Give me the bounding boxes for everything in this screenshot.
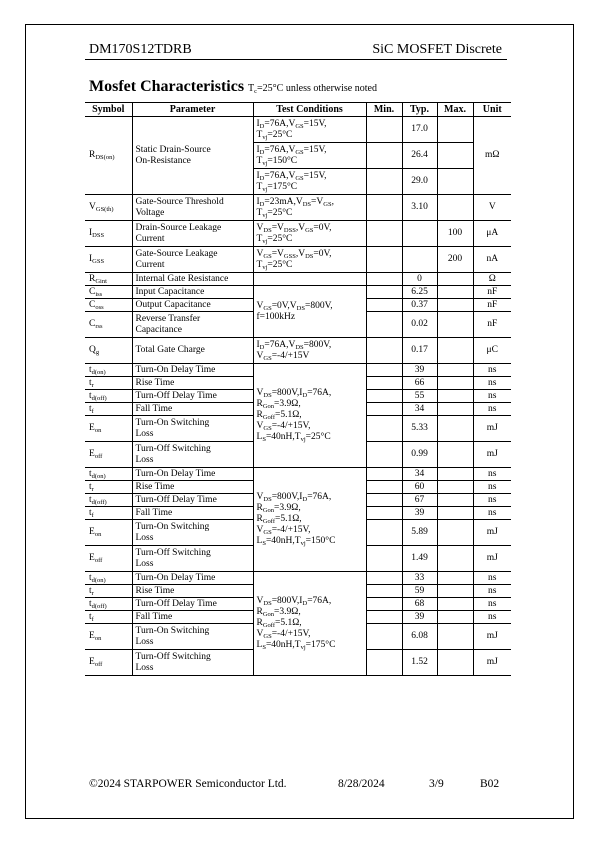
typ-cell: 59: [402, 585, 437, 598]
typ-cell: 1.52: [402, 650, 437, 676]
parameter-cell: Turn-Off Switching Loss: [132, 546, 253, 572]
col-parameter: Parameter: [132, 103, 253, 117]
condition-cell: $V_{GS}=V_{GSS},V_{DS}=0V$, $T_{vj}=25^\circ C$: [253, 247, 366, 273]
min-cell: [366, 299, 402, 312]
condition-cell: $V_{DS}=800V,I_D=76A$, $R_{Gon}=3.9\Omega$, $R_{Goff}=5.1\Omega$, $V_{GS}=-4/+15V$, $L_S=40nH,T_{vj}=25^\circ C$: [253, 364, 366, 468]
parameter-cell: Turn-On Delay Time: [132, 572, 253, 585]
unit-cell: nA: [473, 247, 511, 273]
max-cell: [437, 169, 473, 195]
min-cell: [366, 624, 402, 650]
unit-cell: ns: [473, 494, 511, 507]
min-cell: [366, 338, 402, 364]
unit-cell: mJ: [473, 546, 511, 572]
section-title-text: Mosfet Characteristics: [89, 78, 245, 95]
max-cell: [437, 481, 473, 494]
col-symbol: Symbol: [85, 103, 132, 117]
min-cell: [366, 494, 402, 507]
min-cell: [366, 195, 402, 221]
unit-cell: ns: [473, 468, 511, 481]
doc-id: DM170S12TDRB: [89, 42, 192, 57]
typ-cell: 67: [402, 494, 437, 507]
max-cell: 100: [437, 221, 473, 247]
min-cell: [366, 286, 402, 299]
typ-cell: [402, 221, 437, 247]
min-cell: [366, 312, 402, 338]
min-cell: [366, 403, 402, 416]
table-row: [85, 468, 511, 481]
unit-cell: ns: [473, 481, 511, 494]
unit-cell: ns: [473, 377, 511, 390]
characteristics-table: [85, 102, 511, 676]
symbol-cell: $V_{GS(th)}$: [85, 195, 132, 221]
typ-cell: [402, 247, 437, 273]
max-cell: [437, 312, 473, 338]
typ-cell: 68: [402, 598, 437, 611]
symbol-cell: $t_{d(on)}$: [85, 364, 132, 377]
section-title: [89, 78, 377, 96]
symbol-cell: $t_{d(on)}$: [85, 468, 132, 481]
parameter-cell: Rise Time: [132, 377, 253, 390]
min-cell: [366, 247, 402, 273]
symbol-cell: $E_{on}$: [85, 520, 132, 546]
max-cell: [437, 546, 473, 572]
typ-cell: 33: [402, 572, 437, 585]
symbol-cell: $E_{off}$: [85, 442, 132, 468]
typ-cell: 0.37: [402, 299, 437, 312]
parameter-cell: Rise Time: [132, 585, 253, 598]
unit-cell: nF: [473, 312, 511, 338]
col-max: Max.: [437, 103, 473, 117]
typ-cell: 39: [402, 507, 437, 520]
typ-cell: 0.99: [402, 442, 437, 468]
condition-cell: [253, 273, 366, 286]
parameter-cell: Turn-Off Switching Loss: [132, 442, 253, 468]
symbol-cell: $t_f$: [85, 611, 132, 624]
table-row: [85, 338, 511, 364]
typ-cell: 39: [402, 364, 437, 377]
col-typ: Typ.: [402, 103, 437, 117]
max-cell: [437, 390, 473, 403]
table-row: [85, 117, 511, 143]
min-cell: [366, 169, 402, 195]
condition-cell: $I_D=76A,V_{GS}=15V$, $T_{vj}=150^\circ C$: [253, 143, 366, 169]
max-cell: [437, 611, 473, 624]
condition-cell: $I_D=76A,V_{DS}=800V$, $V_{GS}=-4/+15V$: [253, 338, 366, 364]
unit-cell: ns: [473, 598, 511, 611]
parameter-cell: Internal Gate Resistance: [132, 273, 253, 286]
typ-cell: 55: [402, 390, 437, 403]
condition-cell: $V_{GS}=0V,V_{DS}=800V$, f=100kHz: [253, 286, 366, 338]
max-cell: [437, 338, 473, 364]
min-cell: [366, 611, 402, 624]
unit-cell: ns: [473, 507, 511, 520]
typ-cell: 3.10: [402, 195, 437, 221]
table-row: [85, 273, 511, 286]
unit-cell: mJ: [473, 650, 511, 676]
condition-cell: $I_D=23mA,V_{DS}=V_{GS}$, $T_{vj}=25^\circ C$: [253, 195, 366, 221]
max-cell: [437, 286, 473, 299]
parameter-cell: Output Capacitance: [132, 299, 253, 312]
condition-cell: $V_{DS}=V_{DSS},V_{GS}=0V$, $T_{vj}=25^\circ C$: [253, 221, 366, 247]
max-cell: 200: [437, 247, 473, 273]
table-row: [85, 286, 511, 299]
min-cell: [366, 650, 402, 676]
typ-cell: 39: [402, 611, 437, 624]
parameter-cell: Reverse Transfer Capacitance: [132, 312, 253, 338]
unit-cell: mJ: [473, 442, 511, 468]
symbol-cell: $t_r$: [85, 377, 132, 390]
parameter-cell: Turn-On Switching Loss: [132, 416, 253, 442]
max-cell: [437, 624, 473, 650]
typ-cell: 6.08: [402, 624, 437, 650]
max-cell: [437, 273, 473, 286]
parameter-cell: Input Capacitance: [132, 286, 253, 299]
min-cell: [366, 377, 402, 390]
symbol-cell: $C_{iss}$: [85, 286, 132, 299]
symbol-cell: $t_f$: [85, 507, 132, 520]
unit-cell: μC: [473, 338, 511, 364]
header-rule: [85, 59, 507, 60]
table-row: [85, 195, 511, 221]
parameter-cell: Turn-Off Delay Time: [132, 494, 253, 507]
table-header-row: [85, 103, 511, 117]
parameter-cell: Drain-Source Leakage Current: [132, 221, 253, 247]
typ-cell: 34: [402, 403, 437, 416]
parameter-cell: Turn-On Delay Time: [132, 364, 253, 377]
parameter-cell: Gate-Source Threshold Voltage: [132, 195, 253, 221]
symbol-cell: $E_{off}$: [85, 546, 132, 572]
section-condition: $T_c=25^\circ C$ unless otherwise noted: [248, 83, 377, 95]
condition-cell: $I_D=76A,V_{GS}=15V$, $T_{vj}=25^\circ C$: [253, 117, 366, 143]
min-cell: [366, 442, 402, 468]
symbol-cell: $t_r$: [85, 481, 132, 494]
min-cell: [366, 572, 402, 585]
max-cell: [437, 585, 473, 598]
parameter-cell: Turn-Off Delay Time: [132, 390, 253, 403]
symbol-cell: $t_f$: [85, 403, 132, 416]
symbol-cell: $I_{GSS}$: [85, 247, 132, 273]
max-cell: [437, 650, 473, 676]
min-cell: [366, 546, 402, 572]
min-cell: [366, 520, 402, 546]
typ-cell: 26.4: [402, 143, 437, 169]
footer-revision: B02: [480, 778, 500, 790]
max-cell: [437, 143, 473, 169]
min-cell: [366, 117, 402, 143]
unit-cell: nF: [473, 286, 511, 299]
table-row: [85, 221, 511, 247]
symbol-cell: $t_{d(off)}$: [85, 598, 132, 611]
doc-type: SiC MOSFET Discrete: [372, 42, 502, 57]
unit-cell: Ω: [473, 273, 511, 286]
symbol-cell: $Q_g$: [85, 338, 132, 364]
parameter-cell: Turn-On Delay Time: [132, 468, 253, 481]
parameter-cell: Fall Time: [132, 403, 253, 416]
typ-cell: 6.25: [402, 286, 437, 299]
unit-cell: mJ: [473, 416, 511, 442]
parameter-cell: Static Drain-Source On-Resistance: [132, 117, 253, 195]
min-cell: [366, 507, 402, 520]
min-cell: [366, 143, 402, 169]
unit-cell: ns: [473, 403, 511, 416]
condition-cell: $I_D=76A,V_{GS}=15V$, $T_{vj}=175^\circ C$: [253, 169, 366, 195]
unit-cell: nF: [473, 299, 511, 312]
parameter-cell: Rise Time: [132, 481, 253, 494]
footer-page: 3/9: [429, 778, 444, 790]
symbol-cell: $E_{on}$: [85, 624, 132, 650]
condition-cell: $V_{DS}=800V,I_D=76A$, $R_{Gon}=3.9\Omega$, $R_{Goff}=5.1\Omega$, $V_{GS}=-4/+15V$, $L_S=40nH,T_{vj}=150^\circ C$: [253, 468, 366, 572]
table-body: [85, 117, 511, 676]
parameter-cell: Turn-On Switching Loss: [132, 624, 253, 650]
col-min: Min.: [366, 103, 402, 117]
typ-cell: 5.33: [402, 416, 437, 442]
max-cell: [437, 494, 473, 507]
symbol-cell: $C_{oss}$: [85, 299, 132, 312]
unit-cell: mJ: [473, 624, 511, 650]
min-cell: [366, 416, 402, 442]
max-cell: [437, 507, 473, 520]
symbol-cell: $R_{Gint}$: [85, 273, 132, 286]
unit-cell: μA: [473, 221, 511, 247]
condition-cell: $V_{DS}=800V,I_D=76A$, $R_{Gon}=3.9\Omega$, $R_{Goff}=5.1\Omega$, $V_{GS}=-4/+15V$, $L_S=40nH,T_{vj}=175^\circ C$: [253, 572, 366, 676]
typ-cell: 17.0: [402, 117, 437, 143]
unit-cell: mΩ: [473, 117, 511, 195]
parameter-cell: Fall Time: [132, 611, 253, 624]
col-unit: Unit: [473, 103, 511, 117]
unit-cell: ns: [473, 572, 511, 585]
parameter-cell: Fall Time: [132, 507, 253, 520]
symbol-cell: $E_{off}$: [85, 650, 132, 676]
max-cell: [437, 364, 473, 377]
max-cell: [437, 403, 473, 416]
unit-cell: ns: [473, 611, 511, 624]
min-cell: [366, 585, 402, 598]
max-cell: [437, 299, 473, 312]
max-cell: [437, 377, 473, 390]
footer-date: 8/28/2024: [338, 778, 385, 790]
max-cell: [437, 572, 473, 585]
typ-cell: 29.0: [402, 169, 437, 195]
parameter-cell: Total Gate Charge: [132, 338, 253, 364]
min-cell: [366, 364, 402, 377]
table-row: [85, 364, 511, 377]
unit-cell: V: [473, 195, 511, 221]
typ-cell: 60: [402, 481, 437, 494]
symbol-cell: $R_{DS(on)}$: [85, 117, 132, 195]
typ-cell: 66: [402, 377, 437, 390]
symbol-cell: $t_r$: [85, 585, 132, 598]
min-cell: [366, 481, 402, 494]
symbol-cell: $t_{d(off)}$: [85, 494, 132, 507]
unit-cell: ns: [473, 364, 511, 377]
typ-cell: 0.17: [402, 338, 437, 364]
table-row: [85, 572, 511, 585]
typ-cell: 0: [402, 273, 437, 286]
symbol-cell: $E_{on}$: [85, 416, 132, 442]
unit-cell: mJ: [473, 520, 511, 546]
unit-cell: ns: [473, 390, 511, 403]
symbol-cell: $C_{rss}$: [85, 312, 132, 338]
min-cell: [366, 390, 402, 403]
max-cell: [437, 117, 473, 143]
table-row: [85, 247, 511, 273]
typ-cell: 34: [402, 468, 437, 481]
min-cell: [366, 273, 402, 286]
symbol-cell: $t_{d(on)}$: [85, 572, 132, 585]
parameter-cell: Gate-Source Leakage Current: [132, 247, 253, 273]
footer-copyright: ©2024 STARPOWER Semiconductor Ltd.: [89, 778, 287, 790]
symbol-cell: $I_{DSS}$: [85, 221, 132, 247]
max-cell: [437, 416, 473, 442]
min-cell: [366, 468, 402, 481]
typ-cell: 5.89: [402, 520, 437, 546]
max-cell: [437, 468, 473, 481]
max-cell: [437, 195, 473, 221]
symbol-cell: $t_{d(off)}$: [85, 390, 132, 403]
min-cell: [366, 221, 402, 247]
max-cell: [437, 442, 473, 468]
unit-cell: ns: [473, 585, 511, 598]
typ-cell: 0.02: [402, 312, 437, 338]
parameter-cell: Turn-On Switching Loss: [132, 520, 253, 546]
max-cell: [437, 598, 473, 611]
parameter-cell: Turn-Off Delay Time: [132, 598, 253, 611]
min-cell: [366, 598, 402, 611]
parameter-cell: Turn-Off Switching Loss: [132, 650, 253, 676]
max-cell: [437, 520, 473, 546]
typ-cell: 1.49: [402, 546, 437, 572]
col-conditions: Test Conditions: [253, 103, 366, 117]
